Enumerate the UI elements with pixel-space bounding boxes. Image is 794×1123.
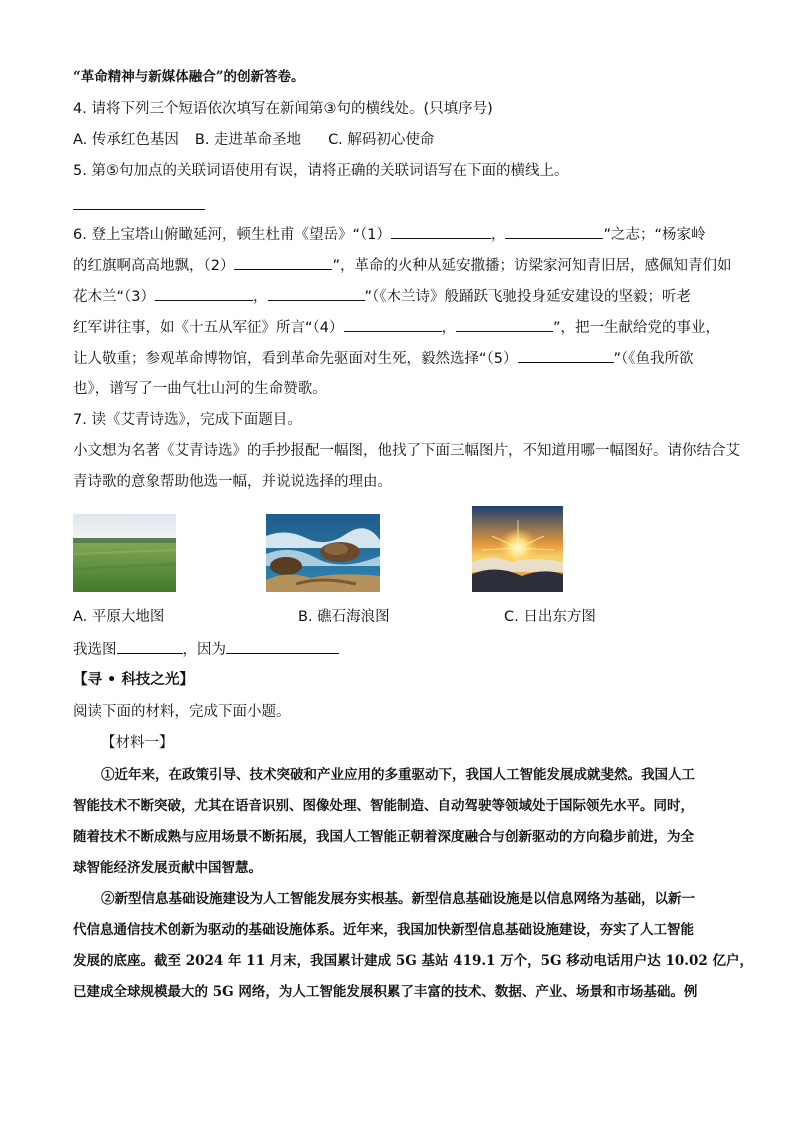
- blank: [505, 224, 603, 239]
- question-7-line-3: 青诗歌的意象帮助他选一幅，并说说选择的理由。: [73, 474, 392, 490]
- blank: [234, 255, 332, 270]
- question-6-line-3: 花木兰“（3） ， ”（《木兰诗》般踊跃飞驰投身延安建设的坚毅；听老: [73, 286, 691, 307]
- blank: [226, 639, 339, 654]
- caption-a: A. 平原大地图: [73, 609, 165, 625]
- blank: [344, 317, 442, 332]
- option-b: B. 走进革命圣地: [194, 132, 302, 148]
- option-a: A. 传承红色基因: [73, 132, 179, 148]
- paragraph-2-line: ②新型信息基础设施建设为人工智能发展夯实根基。新型信息基础设施是以信息网络为基础，以新一: [101, 891, 695, 907]
- question-4: 4. 请将下列三个短语依次填写在新闻第③句的横线处。(只填序号): [73, 101, 493, 117]
- question-4-options: [73, 130, 434, 150]
- question-7: 7. 读《艾青诗选》，完成下面题目。: [73, 412, 302, 428]
- question-6-line-2: 的红旗啊高高地飘，（2） ”，革命的火种从延安撒播；访梁家河知青旧居，感佩知青们如: [73, 255, 732, 276]
- blank: [117, 639, 183, 654]
- choose-line: 我选图 ，因为: [73, 639, 339, 660]
- answer-line: [73, 209, 205, 210]
- blank: [518, 348, 614, 363]
- question-7-line-2: 小文想为名著《艾青诗选》的手抄报配一幅图，他找了下面三幅图片，不知道用哪一幅图好。请你结合艾: [73, 443, 740, 459]
- paragraph-1-line: ①近年来，在政策引导、技术突破和产业应用的多重驱动下，我国人工智能发展成就斐然。我国人工: [101, 767, 695, 783]
- blank: [155, 286, 253, 301]
- sunrise-image: [472, 506, 563, 592]
- paragraph-2-line: 代信息通信技术创新为驱动的基础设施体系。近年来，我国加快新型信息基础设施建设，夯实了人工智能: [73, 922, 694, 938]
- blank: [391, 224, 491, 239]
- paragraph-2-line: 已建成全球规模最大的 5G 网络，为人工智能发展积累了丰富的技术、数据、产业、场景和市场基础。例: [73, 984, 698, 1000]
- paragraph-1-line: 智能技术不断突破，尤其在语音识别、图像处理、智能制造、自动驾驶等领域处于国际领先水平。同时，: [73, 798, 694, 814]
- section-heading: 【寻 • 科技之光】: [73, 672, 194, 688]
- paragraph-1-line: 球智能经济发展贡献中国智慧。: [73, 860, 262, 876]
- paragraph-2-line: 发展的底座。截至 2024 年 11 月末，我国累计建成 5G 基站 419.1 万个，5G 移动电话用户达 10.02 亿户，: [73, 953, 753, 969]
- material-title: 【材料一】: [101, 735, 174, 751]
- reef-waves-image: [266, 514, 380, 592]
- question-6-line-1: 6. 登上宝塔山俯瞰延河，顿生杜甫《望岳》“（1） ， ”之志；“杨家岭: [73, 224, 705, 245]
- question-6-line-5: 让人敬重；参观革命博物馆，看到革命先驱面对生死，毅然选择“（5） ”（《鱼我所欲: [73, 348, 694, 369]
- instruction: 阅读下面的材料，完成下面小题。: [73, 704, 291, 720]
- caption-c: C. 日出东方图: [504, 609, 596, 625]
- option-c: C. 解码初心使命: [328, 132, 435, 148]
- question-6-line-4: 红军讲往事，如《十五从军征》所言“（4） ， ”，把一生献给党的事业，: [73, 317, 720, 338]
- blank: [456, 317, 553, 332]
- plain-grassland-image: [73, 514, 176, 592]
- paragraph-1-line: 随着技术不断成熟与应用场景不断拓展，我国人工智能正朝着深度融合与创新驱动的方向稳步前进，为全: [73, 829, 694, 845]
- blank: [268, 286, 365, 301]
- question-6-line-6: 也》，谱写了一曲气壮山河的生命赞歌。: [73, 381, 327, 397]
- caption-b: B. 礁石海浪图: [298, 609, 390, 625]
- question-5: 5. 第⑤句加点的关联词语使用有误，请将正确的关联词语写在下面的横线上。: [73, 163, 569, 179]
- text-line: “革命精神与新媒体融合”的创新答卷。: [73, 69, 305, 85]
